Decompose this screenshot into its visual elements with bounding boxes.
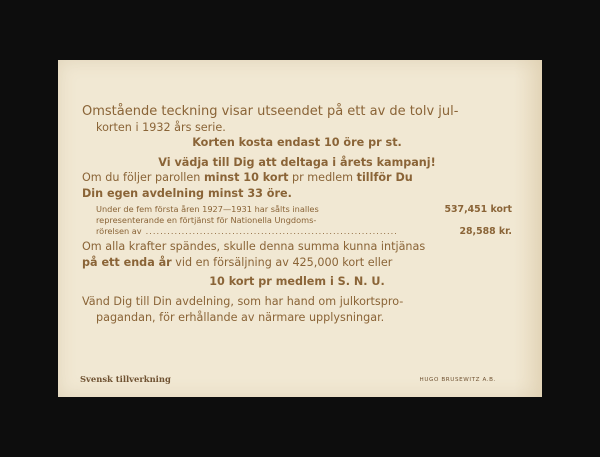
forces-line-2: [82, 255, 512, 271]
follow-text-a: Om du följer parollen: [82, 171, 204, 185]
follow-text-b: minst 10 kort: [203, 171, 289, 185]
turn-line-2: pagandan, för erhållande av närmare upplysningar.: [96, 310, 385, 324]
stats-leader-dots: ......................................................................: [145, 225, 398, 236]
turn-line-1: Vänd Dig till Din avdelning, som har hand om julkortspro-: [82, 294, 404, 308]
follow-line-2: Din egen avdelning minst 33 öre.: [82, 186, 292, 200]
intro-text-1: Omstående teckning visar utseendet på ett av de tolv jul-: [82, 104, 459, 119]
footer-printer: HUGO BRUSEWITZ A.B.: [419, 377, 496, 383]
postcard-back: [58, 60, 542, 397]
stats-row-3: [96, 226, 512, 237]
stats-text-1: Under de fem första åren 1927—1931 har sålts inalles: [96, 203, 319, 214]
appeal-line: Vi vädja till Dig att deltaga i årets kampanj!: [158, 155, 436, 169]
stats-text-2: representerande en förtjänst för Nationella Ungdoms-: [96, 214, 317, 225]
follow-text-d: tillför Du: [356, 171, 413, 185]
footer-manufacture: Svensk tillverkning: [80, 374, 171, 384]
forces-text-rest: vid en försäljning av 425,000 kort eller: [171, 255, 393, 269]
price-line: Korten kosta endast 10 öre pr st.: [192, 136, 402, 150]
stats-value-kronor: 28,588 kr.: [459, 225, 512, 237]
stats-row-1: [96, 204, 512, 215]
stats-text-3: rörelsen av: [96, 225, 142, 236]
card-text: [82, 104, 512, 325]
intro-line-2: korten i 1932 års serie.: [96, 120, 226, 134]
follow-text-c: pr medlem: [288, 171, 357, 185]
intro-line-1: [82, 104, 512, 120]
stats-value-cards: 537,451 kort: [444, 203, 512, 215]
stats-block: [82, 204, 512, 238]
forces-text-bold: på ett enda år: [82, 255, 172, 269]
follow-line-1: [82, 170, 512, 186]
per-member-line: 10 kort pr medlem i S. N. U.: [209, 275, 385, 289]
forces-line-1: Om alla krafter spändes, skulle denna summa kunna intjänas: [82, 240, 426, 254]
